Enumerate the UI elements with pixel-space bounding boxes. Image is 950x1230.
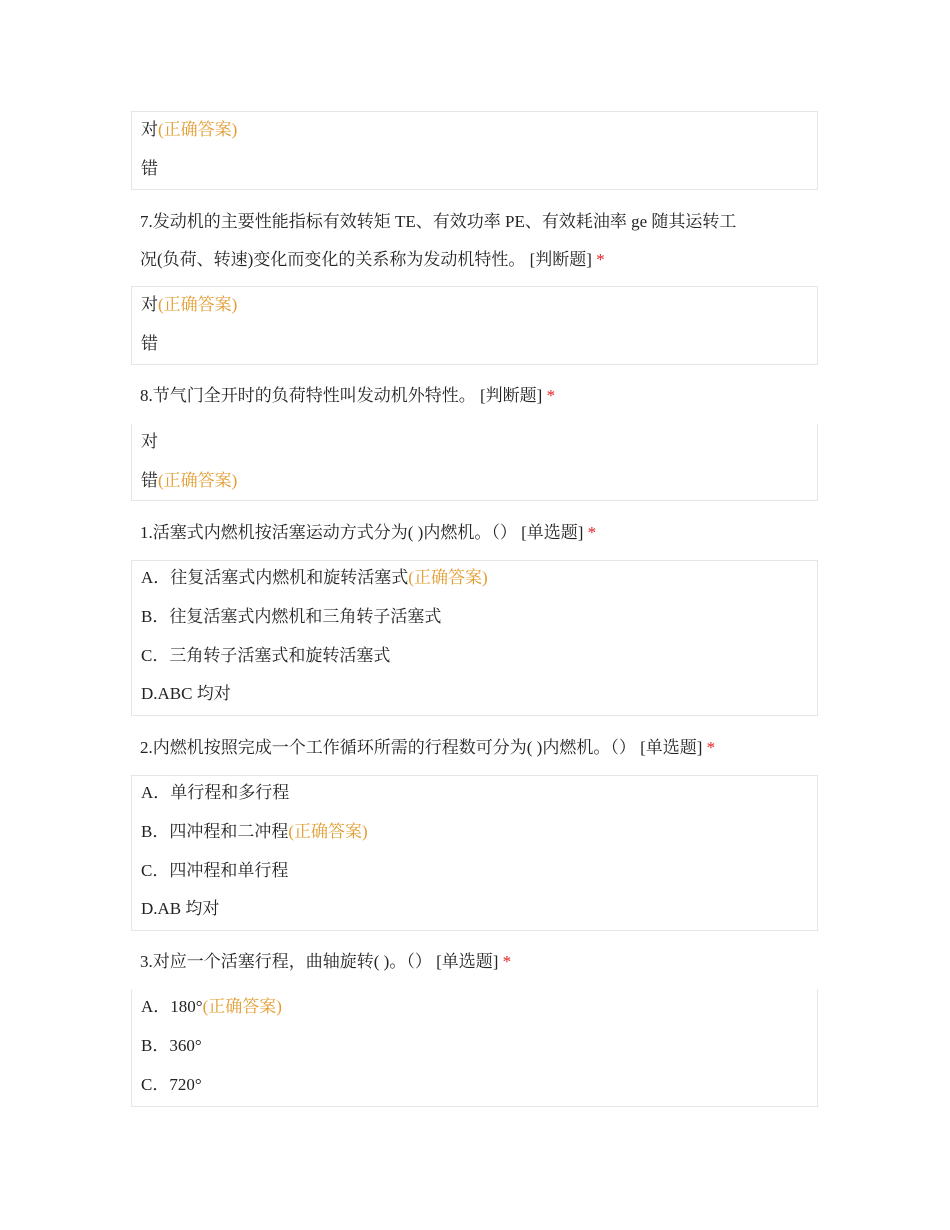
- option-row[interactable]: [141, 293, 237, 317]
- option-row[interactable]: [141, 469, 237, 493]
- question-title-1: [140, 514, 820, 552]
- option-row[interactable]: [141, 820, 368, 844]
- option-label: A．往复活塞式内燃机和旋转活塞式: [141, 568, 409, 587]
- correct-answer-tag: (正确答案): [158, 295, 238, 314]
- question-text-line: 7.发动机的主要性能指标有效转矩 TE、有效功率 PE、有效耗油率 ge 随其运转工: [140, 212, 737, 231]
- option-label: 错: [141, 159, 158, 178]
- option-row[interactable]: [141, 644, 390, 668]
- option-label: 错: [141, 471, 158, 490]
- question-text: 8.节气门全开时的负荷特性叫发动机外特性。 [判断题]: [140, 386, 543, 405]
- option-row[interactable]: [141, 332, 158, 356]
- option-label: D.AB 均对: [141, 899, 220, 918]
- question-text-line: 况(负荷、转速)变化而变化的关系称为发动机特性。 [判断题]: [140, 250, 592, 269]
- option-label: B．360°: [141, 1036, 202, 1055]
- options-box-q2: [131, 775, 818, 931]
- option-label: C．四冲程和单行程: [141, 861, 289, 880]
- option-row[interactable]: [141, 682, 231, 706]
- options-box-q1: [131, 560, 818, 716]
- option-row[interactable]: [141, 118, 237, 142]
- options-box-q7: [131, 286, 818, 365]
- option-row[interactable]: [141, 859, 288, 883]
- option-row[interactable]: [141, 897, 219, 921]
- options-box-q3: [131, 989, 818, 1107]
- option-label: B．往复活塞式内燃机和三角转子活塞式: [141, 607, 442, 626]
- question-title-8: [140, 377, 820, 415]
- correct-answer-tag: (正确答案): [158, 471, 238, 490]
- option-row[interactable]: [141, 566, 488, 590]
- required-mark: *: [706, 738, 716, 757]
- option-row[interactable]: [141, 605, 441, 629]
- option-label: C．三角转子活塞式和旋转活塞式: [141, 646, 391, 665]
- options-box-prev: [131, 111, 818, 190]
- required-mark: *: [502, 952, 512, 971]
- option-label: C．720°: [141, 1075, 202, 1094]
- correct-answer-tag: (正确答案): [158, 120, 238, 139]
- option-row[interactable]: [141, 157, 158, 181]
- option-row[interactable]: [141, 781, 289, 805]
- question-text: 3.对应一个活塞行程，曲轴旋转( )。（） [单选题]: [140, 952, 499, 971]
- correct-answer-tag: (正确答案): [408, 568, 488, 587]
- option-row[interactable]: [141, 430, 158, 454]
- correct-answer-tag: (正确答案): [202, 997, 282, 1016]
- question-title-2: [140, 729, 820, 767]
- question-title-7: [140, 203, 820, 279]
- required-mark: *: [546, 386, 556, 405]
- option-label: 对: [141, 120, 158, 139]
- option-label: 对: [141, 295, 158, 314]
- option-label: A．180°: [141, 997, 203, 1016]
- option-label: A．单行程和多行程: [141, 783, 290, 802]
- option-label: D.ABC 均对: [141, 684, 231, 703]
- option-label: B．四冲程和二冲程: [141, 822, 289, 841]
- question-text: 2.内燃机按照完成一个工作循环所需的行程数可分为( )内燃机。（） [单选题]: [140, 738, 703, 757]
- options-box-q8: [131, 423, 818, 501]
- correct-answer-tag: (正确答案): [288, 822, 368, 841]
- option-row[interactable]: [141, 995, 282, 1019]
- option-row[interactable]: [141, 1034, 202, 1058]
- question-text: 1.活塞式内燃机按活塞运动方式分为( )内燃机。（） [单选题]: [140, 523, 584, 542]
- option-label: 对: [141, 432, 158, 451]
- required-mark: *: [587, 523, 597, 542]
- question-title-3: [140, 943, 820, 981]
- option-label: 错: [141, 334, 158, 353]
- required-mark: *: [596, 250, 605, 269]
- option-row[interactable]: [141, 1073, 202, 1097]
